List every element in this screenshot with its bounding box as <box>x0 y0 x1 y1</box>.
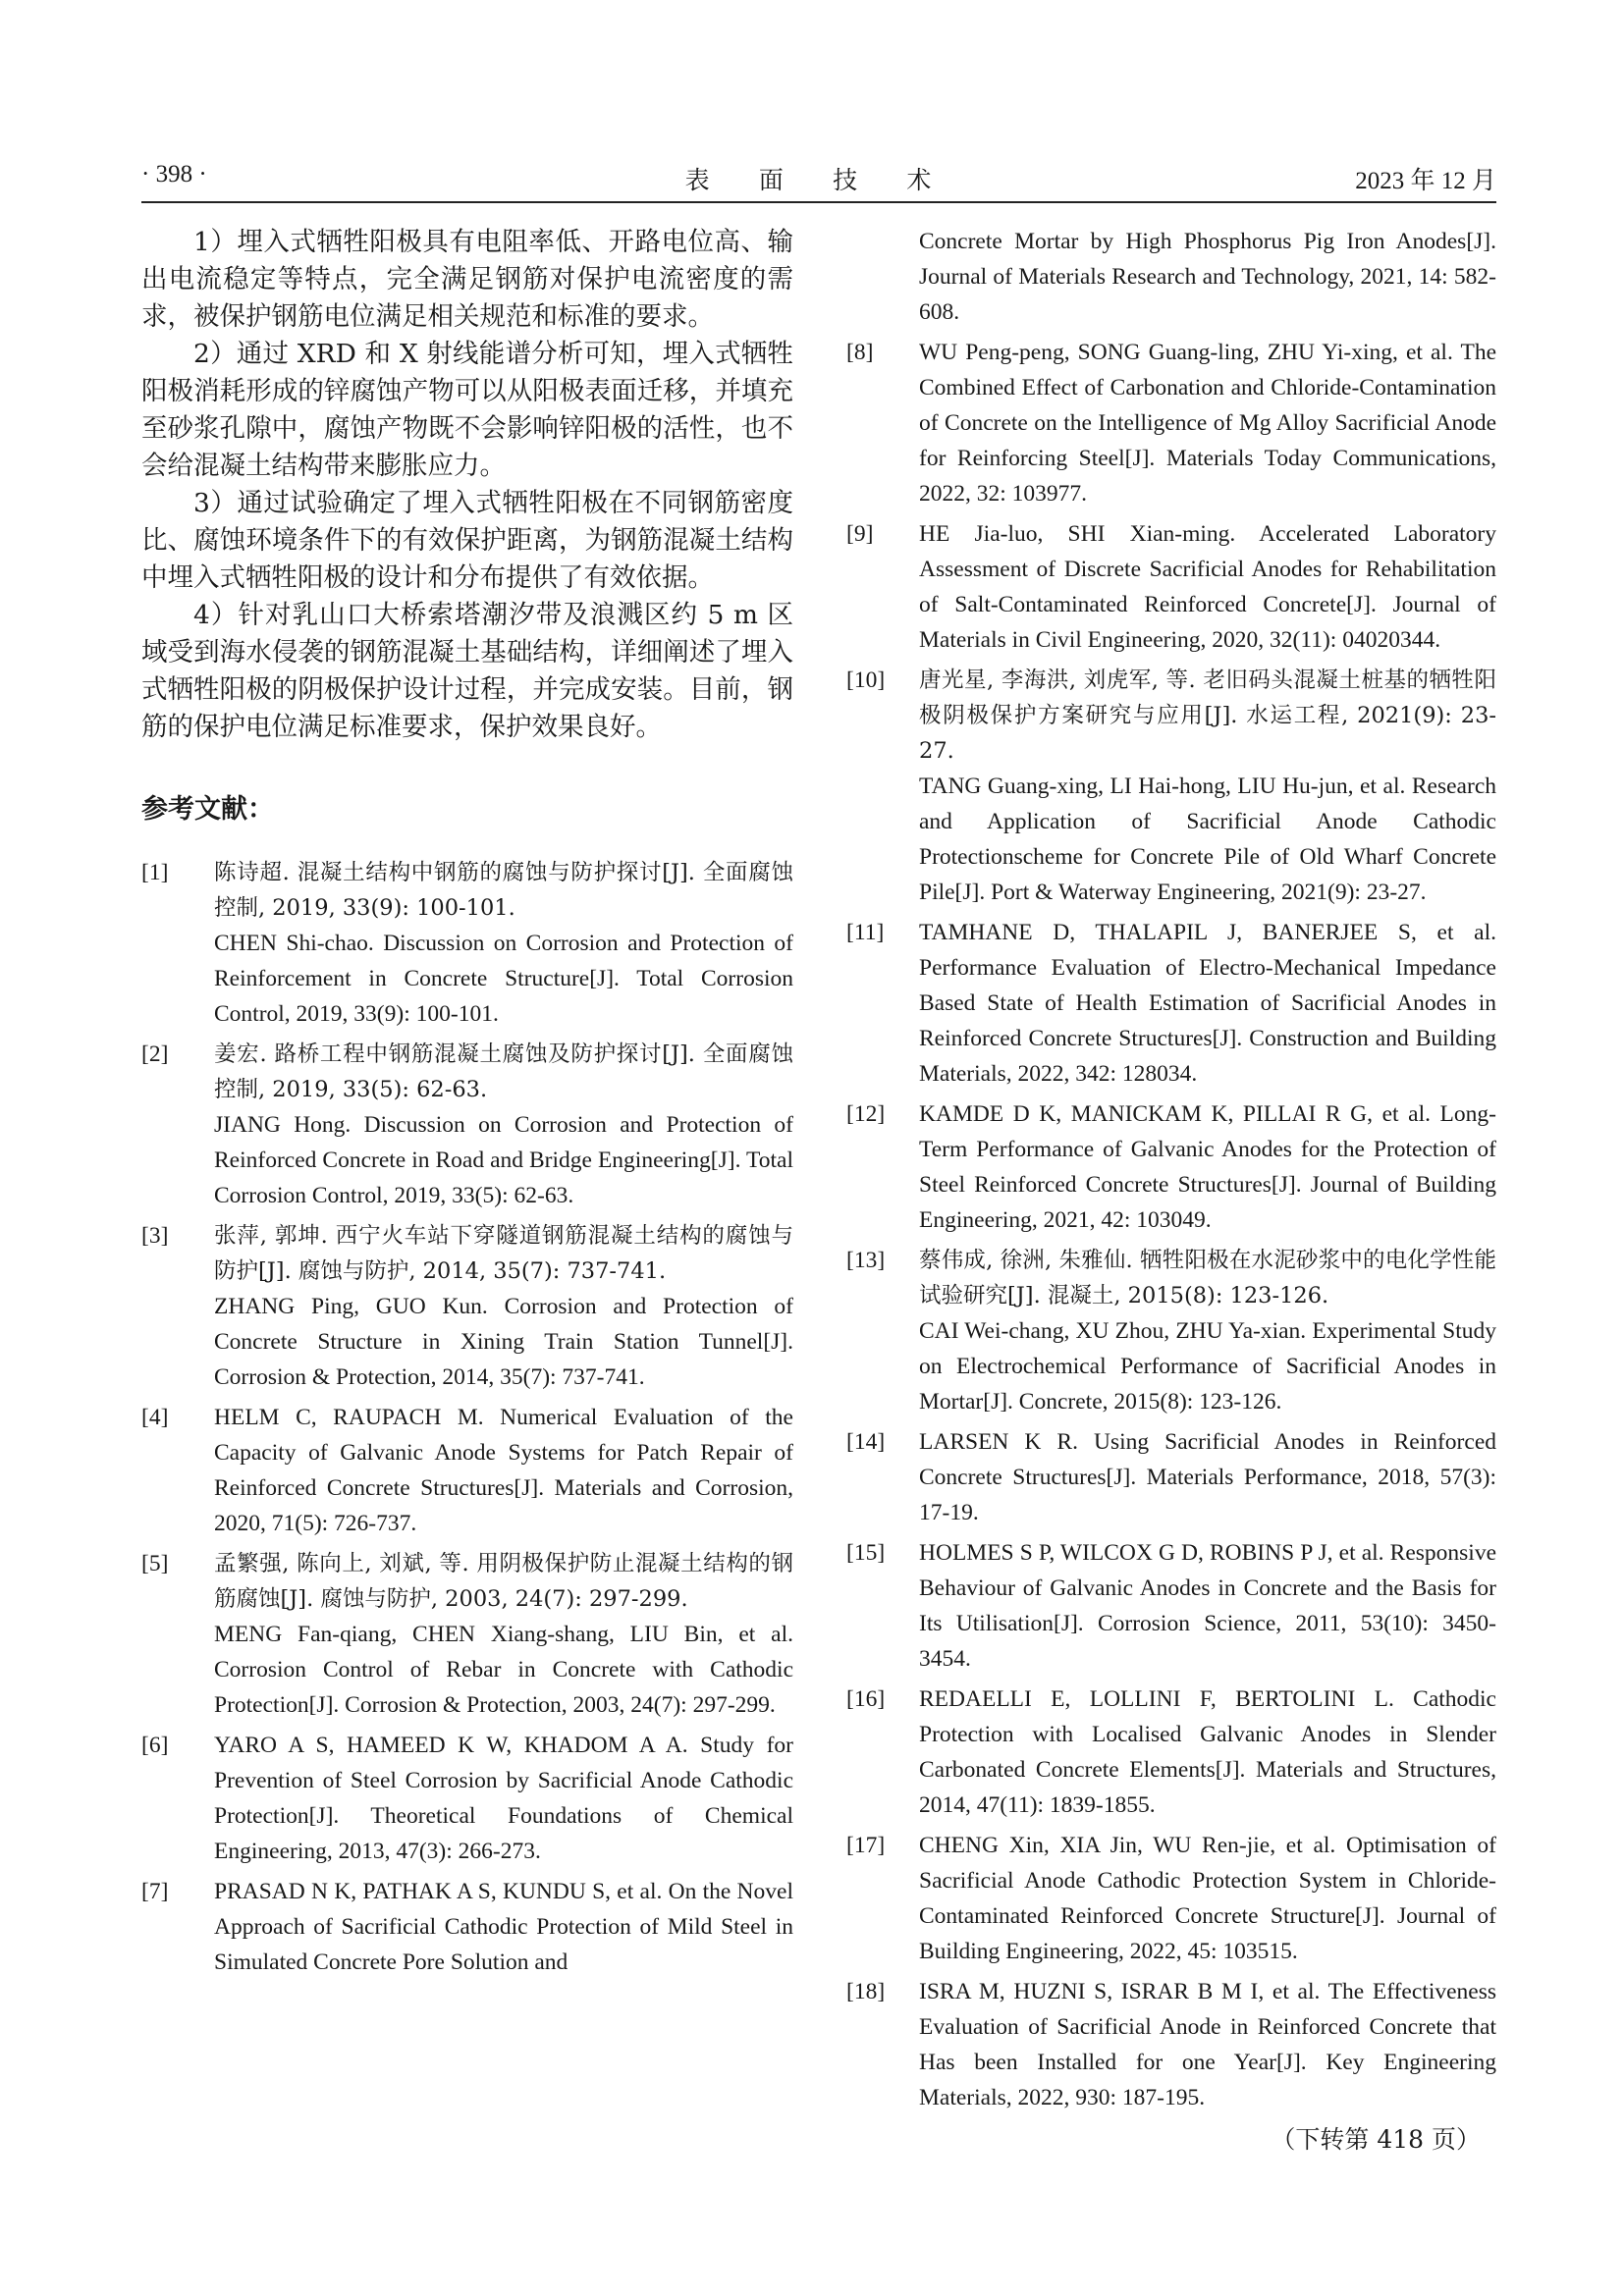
header-rule <box>141 201 1496 203</box>
reference-10 <box>846 663 1496 910</box>
reference-en: TAMHANE D, THALAPIL J, BANERJEE S, et al. Performance Evaluation of Electro-Mechanical Impedance Based State of Health Estimation of Sacrificial Anodes in Reinforced Concrete Structures[J]. Construction and Building Materials, 2022, 342: 128034. <box>919 920 1496 1087</box>
reference-en: TANG Guang-xing, LI Hai-hong, LIU Hu-jun, et al. Research and Application of Sacrificial Anode Cathodic Protectionscheme for Concrete Pile of Old Wharf Concrete Pile[J]. Port & Waterway Engineering, 2021(9): 23-27. <box>919 774 1496 905</box>
conclusion-3: 3）通过试验确定了埋入式牺牲阳极在不同钢筋密度比、腐蚀环境条件下的有效保护距离，为钢筋混凝土结构中埋入式牺牲阳极的设计和分布提供了有效依据。 <box>141 488 793 593</box>
right-column <box>846 224 1496 2156</box>
reference-cn: 陈诗超. 混凝土结构中钢筋的腐蚀与防护探讨[J]. 全面腐蚀控制, 2019, 33(9): 100-101. <box>214 860 793 921</box>
reference-5 <box>141 1546 793 1723</box>
reference-3 <box>141 1218 793 1395</box>
page-header <box>141 155 1496 198</box>
reference-1 <box>141 855 793 1032</box>
reference-en: HOLMES S P, WILCOX G D, ROBINS P J, et al. Responsive Behaviour of Galvanic Anodes in Concrete and the Basis for Its Utilisation[J]. Corrosion Science, 2011, 53(10): 3450-3454. <box>919 1540 1496 1672</box>
reference-en: JIANG Hong. Discussion on Corrosion and Protection of Reinforced Concrete in Road and Bridge Engineering[J]. Total Corrosion Control, 2019, 33(5): 62-63. <box>214 1112 793 1208</box>
reference-number: [9] <box>846 521 874 547</box>
reference-17 <box>846 1828 1496 1969</box>
reference-8 <box>846 335 1496 511</box>
reference-cn: 姜宏. 路桥工程中钢筋混凝土腐蚀及防护探讨[J]. 全面腐蚀控制, 2019, 33(5): 62-63. <box>214 1041 793 1102</box>
reference-14 <box>846 1424 1496 1530</box>
reference-number: [18] <box>846 1979 886 2004</box>
reference-4 <box>141 1400 793 1541</box>
reference-16 <box>846 1682 1496 1823</box>
reference-number: [7] <box>141 1879 169 1904</box>
reference-en: PRASAD N K, PATHAK A S, KUNDU S, et al. On the Novel Approach of Sacrificial Cathodic Protection of Mild Steel in Simulated Concrete Pore Solution and <box>214 1879 793 1975</box>
reference-13 <box>846 1243 1496 1419</box>
reference-number: [6] <box>141 1733 169 1758</box>
reference-en: ZHANG Ping, GUO Kun. Corrosion and Protection of Concrete Structure in Xining Train Station Tunnel[J]. Corrosion & Protection, 2014, 35(7): 737-741. <box>214 1294 793 1390</box>
reference-cn: 蔡伟成, 徐洲, 朱雅仙. 牺牲阳极在水泥砂浆中的电化学性能试验研究[J]. 混凝土, 2015(8): 123-126. <box>919 1248 1496 1308</box>
conclusion-4: 4）针对乳山口大桥索塔潮汐带及浪溅区约 5 m 区域受到海水侵袭的钢筋混凝土基础结构，详细阐述了埋入式牺牲阳极的阴极保护设计过程，并完成安装。目前，钢筋的保护电位满足标准要求，保护效果良好。 <box>141 600 793 742</box>
reference-list-left <box>141 855 793 1980</box>
reference-12 <box>846 1096 1496 1238</box>
reference-en: MENG Fan-qiang, CHEN Xiang-shang, LIU Bin, et al. Corrosion Control of Rebar in Concrete with Cathodic Protection[J]. Corrosion & Protection, 2003, 24(7): 297-299. <box>214 1622 793 1718</box>
reference-number: [5] <box>141 1551 169 1576</box>
conclusion-1: 1）埋入式牺牲阳极具有电阻率低、开路电位高、输出电流稳定等特点，完全满足钢筋对保护电流密度的需求，被保护钢筋电位满足相关规范和标准的要求。 <box>141 227 793 332</box>
reference-en: ISRA M, HUZNI S, ISRAR B M I, et al. The Effectiveness Evaluation of Sacrificial Anode in Reinforced Concrete that Has been Installed for one Year[J]. Key Engineering Materials, 2022, 930: 187-195. <box>919 1979 1496 2110</box>
page-number: · 398 · <box>141 161 207 187</box>
reference-number: [13] <box>846 1248 886 1273</box>
reference-6 <box>141 1728 793 1869</box>
reference-7 <box>141 1874 793 1980</box>
reference-en: KAMDE D K, MANICKAM K, PILLAI R G, et al. Long-Term Performance of Galvanic Anodes for the Protection of Steel Reinforced Concrete Structures[J]. Journal of Building Engineering, 2021, 42: 103049. <box>919 1101 1496 1233</box>
reference-7-continued: Concrete Mortar by High Phosphorus Pig Iron Anodes[J]. Journal of Materials Research and Technology, 2021, 14: 582-608. <box>919 229 1496 325</box>
reference-cn: 张萍, 郭坤. 西宁火车站下穿隧道钢筋混凝土结构的腐蚀与防护[J]. 腐蚀与防护, 2014, 35(7): 737-741. <box>214 1223 793 1284</box>
reference-en: LARSEN K R. Using Sacrificial Anodes in Reinforced Concrete Structures[J]. Materials Performance, 2018, 57(3): 17-19. <box>919 1429 1496 1525</box>
reference-en: HE Jia-luo, SHI Xian-ming. Accelerated Laboratory Assessment of Discrete Sacrificial Anodes for Rehabilitation of Salt-Contaminated Reinforced Concrete[J]. Journal of Materials in Civil Engineering, 2020, 32(11): 04020344. <box>919 521 1496 653</box>
reference-en: CHENG Xin, XIA Jin, WU Ren-jie, et al. Optimisation of Sacrificial Anode Cathodic Protection System in Chloride-Contaminated Reinforced Concrete Structure[J]. Journal of Building Engineering, 2022, 45: 103515. <box>919 1833 1496 1964</box>
reference-list-right <box>846 335 1496 2115</box>
reference-11 <box>846 915 1496 1092</box>
reference-en: CAI Wei-chang, XU Zhou, ZHU Ya-xian. Experimental Study on Electrochemical Performance of Sacrificial Anodes in Mortar[J]. Concrete, 2015(8): 123-126. <box>919 1318 1496 1415</box>
reference-number: [8] <box>846 340 874 365</box>
reference-number: [10] <box>846 667 886 693</box>
reference-en: CHEN Shi-chao. Discussion on Corrosion and Protection of Reinforcement in Concrete Structure[J]. Total Corrosion Control, 2019, 33(9): 100-101. <box>214 931 793 1027</box>
left-column <box>141 224 793 1985</box>
reference-9 <box>846 516 1496 658</box>
conclusion-2: 2）通过 XRD 和 X 射线能谱分析可知，埋入式牺牲阳极消耗形成的锌腐蚀产物可以从阳极表面迁移，并填充至砂浆孔隙中，腐蚀产物既不会影响锌阳极的活性，也不会给混凝土结构带来膨胀应力。 <box>141 339 793 481</box>
reference-number: [4] <box>141 1405 169 1430</box>
references-heading: 参考文献： <box>141 794 274 825</box>
issue-date: 2023 年 12 月 <box>1355 168 1496 194</box>
reference-en: YARO A S, HAMEED K W, KHADOM A A. Study for Prevention of Steel Corrosion by Sacrificial Anode Cathodic Protection[J]. Theoretical Foundations of Chemical Engineering, 2013, 47(3): 266-273. <box>214 1733 793 1864</box>
reference-2 <box>141 1037 793 1213</box>
reference-number: [15] <box>846 1540 886 1566</box>
reference-number: [11] <box>846 920 885 945</box>
reference-number: [16] <box>846 1686 886 1712</box>
reference-15 <box>846 1535 1496 1677</box>
reference-en: WU Peng-peng, SONG Guang-ling, ZHU Yi-xing, et al. The Combined Effect of Carbonation and Chloride-Contamination of Concrete on the Intelligence of Mg Alloy Sacrificial Anode for Reinforcing Steel[J]. Materials Today Communications, 2022, 32: 103977. <box>919 340 1496 507</box>
reference-number: [12] <box>846 1101 886 1127</box>
reference-number: [1] <box>141 860 169 885</box>
reference-18 <box>846 1974 1496 2115</box>
reference-en: REDAELLI E, LOLLINI F, BERTOLINI L. Cathodic Protection with Localised Galvanic Anodes in Slender Carbonated Concrete Elements[J]. Materials and Structures, 2014, 47(11): 1839-1855. <box>919 1686 1496 1818</box>
reference-number: [2] <box>141 1041 169 1067</box>
reference-number: [3] <box>141 1223 169 1249</box>
reference-cn: 孟繁强, 陈向上, 刘斌, 等. 用阴极保护防止混凝土结构的钢筋腐蚀[J]. 腐蚀与防护, 2003, 24(7): 297-299. <box>214 1551 793 1612</box>
reference-en: HELM C, RAUPACH M. Numerical Evaluation of the Capacity of Galvanic Anode Systems for Patch Repair of Reinforced Concrete Structures[J]. Materials and Corrosion, 2020, 71(5): 726-737. <box>214 1405 793 1536</box>
reference-cn: 唐光星, 李海洪, 刘虎军, 等. 老旧码头混凝土桩基的牺牲阳极阴极保护方案研究与应用[J]. 水运工程, 2021(9): 23-27. <box>919 667 1496 764</box>
reference-number: [17] <box>846 1833 886 1858</box>
continued-on-page-note: （下转第 418 页） <box>1271 2125 1481 2154</box>
reference-number: [14] <box>846 1429 886 1455</box>
journal-title: 表 面 技 术 <box>684 168 953 194</box>
